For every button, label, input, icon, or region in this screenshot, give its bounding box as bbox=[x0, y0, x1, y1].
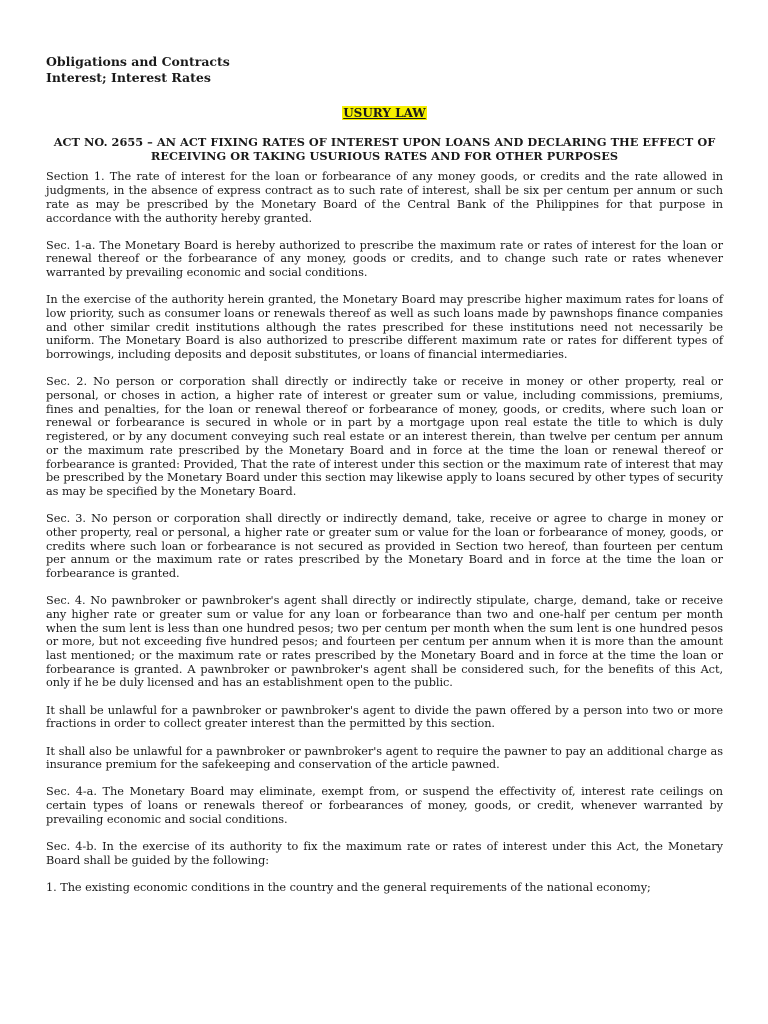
section-2-paragraph: Sec. 2. No person or corporation shall directly or indirectly take or receive in money or other property, real or personal, or choses in action, a higher rate of interest or greater sum or value, including commissions, premiums, fines and penalties, for the loan or renewal thereof or forbearance of money, goods, or credits, where such loan or renewal or forbearance is secured in whole or in part by a mortgage upon real estate the title to which is duly registered, or by any document conveying such real estate or an interest therein, than twelve per centum per annum or the maximum rate prescribed by the Monetary Board and in force at the time the loan or renewal thereof or forbearance is granted: Provided, That the rate of interest under this section or the maximum rate of interest that may be prescribed by the Monetary Board under this section may likewise apply to loans secured by other types of security as may be specified by the Monetary Board. bbox=[46, 375, 723, 498]
section-4-pawn-division-paragraph: It shall be unlawful for a pawnbroker or pawnbroker's agent to divide the pawn offered by a person into two or more fractions in order to collect greater interest than the permitted by this section. bbox=[46, 703, 723, 731]
section-4-insurance-paragraph: It shall also be unlawful for a pawnbroker or pawnbroker's agent to require the pawner to pay an additional charge as insurance premium for the safekeeping and conservation of the article pawned. bbox=[46, 744, 723, 772]
document-title-text: USURY LAW bbox=[343, 106, 426, 120]
document-heading-subject: Obligations and Contracts bbox=[46, 54, 230, 69]
section-1a-paragraph: Sec. 1-a. The Monetary Board is hereby authorized to prescribe the maximum rate or rates of interest for the loan or renewal thereof or the forbearance of any money, goods or credits, and to change such rate or rates whenever warranted by prevailing economic and social conditions. bbox=[46, 238, 723, 280]
section-4-paragraph: Sec. 4. No pawnbroker or pawnbroker's agent shall directly or indirectly stipulate, charge, demand, take or receive any higher rate or greater sum or value for any loan or forbearance than two and one-half per centum per month when the sum lent is less than one hundred pesos; two per centum per month when the sum lent is one hundred pesos or more, but not exceeding five hundred pesos; and fourteen per centum per annum when it is more than the amount last mentioned; or the maximum rate or rates prescribed by the Monetary Board and in force at the time the loan or forbearance is granted. A pawnbroker or pawnbroker's agent shall be considered such, for the benefits of this Act, only if he be duly licensed and has an establishment open to the public. bbox=[46, 594, 723, 690]
document-heading-topic: Interest; Interest Rates bbox=[46, 70, 211, 85]
act-title: ACT NO. 2655 – AN ACT FIXING RATES OF INTEREST UPON LOANS AND DECLARING THE EFFECT OF RECEIVING OR TAKING USURIOUS RATES AND FOR OTHER PURPOSES bbox=[53, 135, 716, 164]
section-1a-continuation-paragraph: In the exercise of the authority herein granted, the Monetary Board may prescribe higher maximum rates for loans of low priority, such as consumer loans or renewals thereof as well as such loans made by pawnshops finance companies and other similar credit institutions although the rates prescribed for these institutions need not necessarily be uniform. The Monetary Board is also authorized to prescribe different maximum rate or rates for different types of borrowings, including deposits and deposit substitutes, or loans of financial intermediaries. bbox=[46, 293, 723, 362]
section-4a-paragraph: Sec. 4-a. The Monetary Board may eliminate, exempt from, or suspend the effectivity of, interest rate ceilings on certain types of loans or renewals thereof or forbearances of money, goods, or credit, whenever warranted by prevailing economic and social conditions. bbox=[46, 785, 723, 826]
section-4b-paragraph: Sec. 4-b. In the exercise of its authority to fix the maximum rate or rates of interest under this Act, the Monetary Board shall be guided by the following: bbox=[46, 840, 723, 867]
section-4b-item-1: 1. The existing economic conditions in the country and the general requirements of the national economy; bbox=[46, 880, 651, 894]
section-1-paragraph: Section 1. The rate of interest for the loan or forbearance of any money goods, or credits and the rate allowed in judgments, in the absence of express contract as to such rate of interest, shall be six per centum per annum or such rate as may be prescribed by the Monetary Board of the Central Bank of the Philippines for that purpose in accordance with the authority hereby granted. bbox=[46, 170, 723, 225]
section-3-paragraph: Sec. 3. No person or corporation shall directly or indirectly demand, take, receive or agree to charge in money or other property, real or personal, a higher rate or greater sum or value for the loan or forbearance of money, goods, or credits where such loan or forbearance is not secured as provided in Section two hereof, than fourteen per centum per annum or the maximum rate or rates prescribed by the Monetary Board and in force at the time the loan or forbearance is granted. bbox=[46, 512, 723, 580]
document-title bbox=[46, 106, 723, 121]
document-page bbox=[46, 54, 723, 895]
